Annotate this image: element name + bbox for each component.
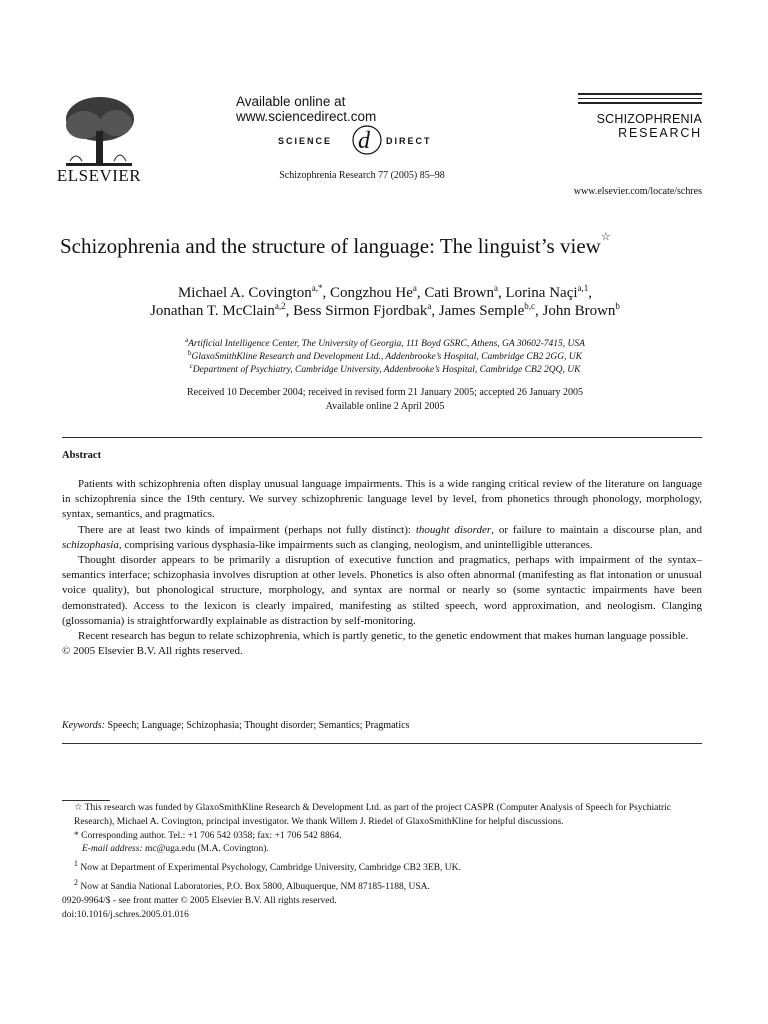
title-footnote-mark[interactable]: ☆ [600, 231, 611, 243]
affiliation [60, 362, 710, 375]
author-name: Lorina Naçi [505, 285, 578, 301]
article-dates [60, 386, 710, 414]
publisher-name: ELSEVIER [56, 166, 142, 185]
author-line-2: Jonathan T. McClain$^{a,2}$, Bess Sirmon Fjordbak$^a$, James Semple$^{b,c}$, John Brown$^b$ [150, 301, 620, 319]
divider [62, 437, 702, 438]
received-dates: Received 10 December 2004; received in revised form 21 January 2005; accepted 26 January 2005 [187, 387, 583, 398]
author-name: Jonathan T. McClain [150, 303, 275, 319]
abstract-term: schizophasia [62, 538, 119, 551]
affiliation-text: Artificial Intelligence Center, The University of Georgia, 111 Boyd GSRC, Athens, GA 30602-7415, USA [188, 339, 585, 350]
keywords-label: Keywords: [62, 720, 105, 731]
sd-logo-left-text: SCIENCE [278, 136, 333, 146]
available-online-date: Available online 2 April 2005 [325, 401, 445, 412]
abstract-paragraph: Recent research has begun to relate schizophrenia, which is partly genetic, to the genetic endowment that makes human language possible. [78, 630, 689, 643]
footnote-text: Now at Department of Experimental Psychology, Cambridge University, Cambridge CB2 3EB, UK. [80, 863, 461, 874]
email-label: E-mail address: [82, 844, 143, 855]
abstract-paragraph: Thought disorder appears to be primarily a disruption of executive function and pragmatics, perhaps with impairment of the syntax–semantics interface; schizophasia involves disruption at other levels. Phonetics is also often abnormal (manifesting as flat intonation or unusual voice quality), but phonological structure, morphology, and syntax are normal or nearly so (some syntactic impairments have been demonstrated). Access to the lexicon is clearly impaired, manifesting as stilted speech, word approximation, and neologism. Clanging (glossomania) is straightforwardly explainable as distraction by self-monitoring. [62, 554, 702, 627]
abstract-paragraph: Patients with schizophrenia often display unusual language impairments. This is a wide ranging critical review of the literature on language in schizophrenia since the 19th century. We survey schizophrenic language level by level, from phonetics through phonology, morphology, syntax, semantics, and pragmatics. [62, 478, 702, 521]
keywords-list: Speech; Language; Schizophasia; Thought disorder; Semantics; Pragmatics [107, 720, 410, 731]
author-sup[interactable]: a [427, 301, 432, 311]
author-sup[interactable]: a,2 [274, 301, 286, 311]
doi-link[interactable]: doi:10.1016/j.schres.2005.01.016 [62, 909, 189, 920]
footnote-mark: * [74, 830, 79, 841]
email-link[interactable]: mc@uga.edu (M.A. Covington). [144, 844, 269, 855]
divider [62, 743, 702, 744]
footnote-mark: ☆ [74, 803, 83, 813]
author-sup[interactable]: b,c [524, 301, 535, 311]
affiliation-mark: c [189, 362, 193, 370]
journal-citation: Schizophrenia Research 77 (2005) 85–98 [279, 170, 445, 181]
abstract-body [62, 477, 702, 659]
keywords [62, 720, 702, 731]
affiliation-mark: b [187, 349, 192, 357]
author-sup[interactable]: a [493, 283, 498, 293]
brand-rule [578, 98, 702, 99]
footnote-text: This research was funded by GlaxoSmithKline Research & Development Ltd. as part of the project CASPR (Computer Analysis of Speech for Psychiatric Research), Michael A. Covington, principal investigator. We thank Willem J. Riedel of GlaxoSmithKline for helpful discussions. [74, 803, 671, 827]
author-sup[interactable]: a,* [311, 283, 323, 293]
footnote-corresponding [62, 830, 702, 844]
footnote-funding [62, 802, 702, 830]
author-name: John Brown [542, 303, 616, 319]
footnotes [62, 802, 702, 895]
abstract-term: thought disorder [415, 523, 492, 536]
author-name: Bess Sirmon Fjordbak [293, 303, 428, 319]
journal-name-line2: RESEARCH [618, 126, 702, 140]
abstract-text: , comprising various dysphasia-like impairments such as clanging, neologism, and unintelligible utterances. [118, 538, 593, 551]
article-title [60, 231, 710, 259]
svg-text:d: d [358, 128, 370, 154]
abstract-paragraph [62, 523, 702, 553]
affiliation-mark: a [185, 336, 189, 344]
footnote-1 [62, 857, 702, 876]
front-matter [62, 895, 462, 922]
footnote-text: Corresponding author. Tel.: +1 706 542 0358; fax: +1 706 542 8864. [81, 830, 342, 841]
author-sup[interactable]: a,1 [577, 283, 589, 293]
journal-name-line1: SCHIZOPHRENIA [596, 112, 702, 126]
abstract-heading: Abstract [62, 450, 102, 461]
sciencedirect-logo [268, 118, 468, 162]
author-sup[interactable]: b [615, 301, 620, 311]
footnote-mark: 1 [74, 859, 78, 869]
affiliation-text: Department of Psychiatry, Cambridge University, Addenbrooke’s Hospital, Cambridge CB2 2QQ, UK [192, 365, 581, 376]
available-online-text: Available online at www.sciencedirect.com [236, 94, 377, 124]
brand-rule [578, 102, 702, 104]
footnote-rule [62, 800, 110, 801]
author-name: Congzhou He [329, 285, 413, 301]
abstract-text: There are at least two kinds of impairment (perhaps not fully distinct): [78, 523, 416, 536]
footnote-mark: 2 [74, 878, 78, 888]
author-name: James Semple [438, 303, 525, 319]
author-name: Michael A. Covington [177, 285, 312, 301]
footnote-text: Now at Sandia National Laboratories, P.O. Box 5800, Albuquerque, NM 87185-1188, USA. [80, 882, 430, 893]
journal-url-link[interactable]: www.elsevier.com/locate/schres [573, 186, 702, 197]
brand-rule [578, 93, 702, 95]
footnote-email [62, 843, 702, 857]
affiliation-text: GlaxoSmithKline Research and Development Ltd., Addenbrooke’s Hospital, Cambridge CB2 2GG, UK [191, 352, 583, 363]
article-title-text: Schizophrenia and the structure of language: The linguist’s view [60, 234, 601, 258]
abstract-text: , or failure to maintain a discourse plan, and [491, 523, 702, 536]
author-name: Cati Brown [424, 285, 494, 301]
footnote-2 [62, 876, 702, 895]
copyright-line: © 2005 Elsevier B.V. All rights reserved. [62, 645, 243, 658]
issn-line: 0920-9964/$ - see front matter © 2005 Elsevier B.V. All rights reserved. [62, 896, 337, 906]
journal-brand [578, 93, 702, 140]
affiliation [60, 349, 710, 362]
sd-logo-right-text: DIRECT [386, 136, 432, 146]
affiliation [60, 336, 710, 349]
author-line-1: Michael A. Covington$^{a,*}$, Congzhou He$^a$, Cati Brown$^a$, Lorina Naçi$^{a,1}$, [177, 283, 593, 301]
author-sup[interactable]: a [412, 283, 417, 293]
